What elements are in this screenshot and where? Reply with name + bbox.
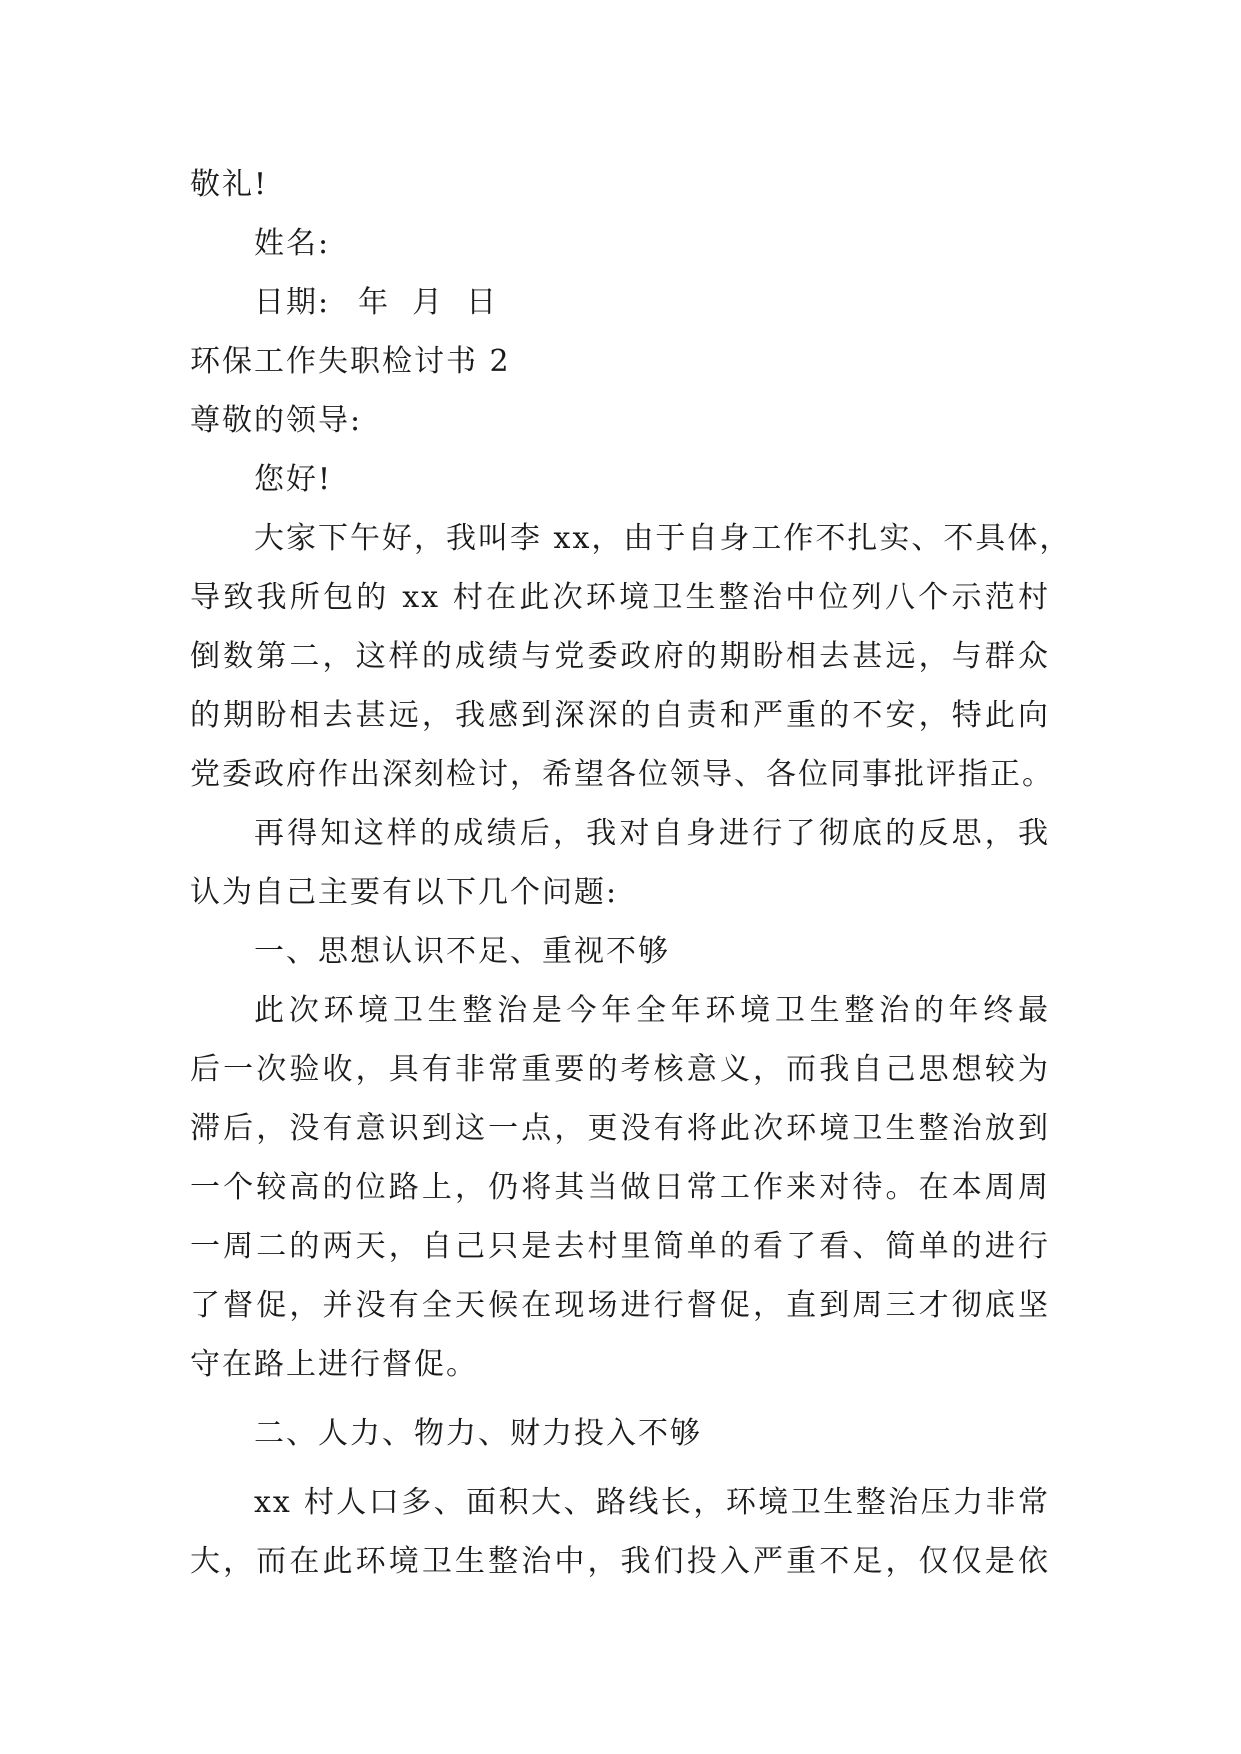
- date-day: 日: [466, 285, 499, 320]
- greeting: 您好!: [254, 462, 333, 497]
- date-month: 月: [412, 285, 445, 320]
- paragraph-line: xx 村人口多、面积大、路线长，环境卫生整治压力非常: [254, 1485, 1050, 1520]
- section-heading: 一、思想认识不足、重视不够: [254, 934, 670, 969]
- paragraph-line: 大家下午好，我叫李 xx，由于自身工作不扎实、不具体，: [254, 521, 1072, 556]
- closing-salute: 敬礼!: [190, 167, 269, 202]
- salutation: 尊敬的领导:: [190, 403, 363, 438]
- paragraph-line: 的期盼相去甚远，我感到深深的自责和严重的不安，特此向: [190, 698, 1050, 733]
- signature-name-label: 姓名:: [254, 226, 331, 261]
- paragraph-line: 此次环境卫生整治是今年全年环境卫生整治的年终最: [254, 993, 1050, 1028]
- date-label: 日期:: [254, 285, 331, 320]
- date-year: 年: [358, 285, 391, 320]
- paragraph-line: 倒数第二，这样的成绩与党委政府的期盼相去甚远，与群众: [190, 639, 1050, 674]
- document-body: [190, 155, 1072, 1591]
- section-heading: 二、人力、物力、财力投入不够: [254, 1416, 702, 1451]
- paragraph-line: 党委政府作出深刻检讨，希望各位领导、各位同事批评指正。: [190, 757, 1054, 792]
- paragraph-line: 后一次验收，具有非常重要的考核意义，而我自己思想较为: [190, 1052, 1050, 1087]
- paragraph-line: 了督促，并没有全天候在现场进行督促，直到周三才彻底坚: [190, 1288, 1050, 1323]
- paragraph-line: 导致我所包的 xx 村在此次环境卫生整治中位列八个示范村: [190, 580, 1050, 615]
- paragraph-line: 再得知这样的成绩后，我对自身进行了彻底的反思，我: [254, 816, 1050, 851]
- paragraph-line: 一个较高的位路上，仍将其当做日常工作来对待。在本周周: [190, 1170, 1050, 1205]
- paragraph-line: 大，而在此环境卫生整治中，我们投入严重不足，仅仅是依: [190, 1544, 1050, 1579]
- paragraph-line: 守在路上进行督促。: [190, 1347, 478, 1382]
- paragraph-line: 滞后，没有意识到这一点，更没有将此次环境卫生整治放到: [190, 1111, 1050, 1146]
- paragraph-line: 认为自己主要有以下几个问题:: [190, 875, 619, 910]
- signature-date-line: [190, 273, 1050, 332]
- document-title: 环保工作失职检讨书 2: [190, 344, 511, 379]
- paragraph-line: 一周二的两天，自己只是去村里简单的看了看、简单的进行: [190, 1229, 1050, 1264]
